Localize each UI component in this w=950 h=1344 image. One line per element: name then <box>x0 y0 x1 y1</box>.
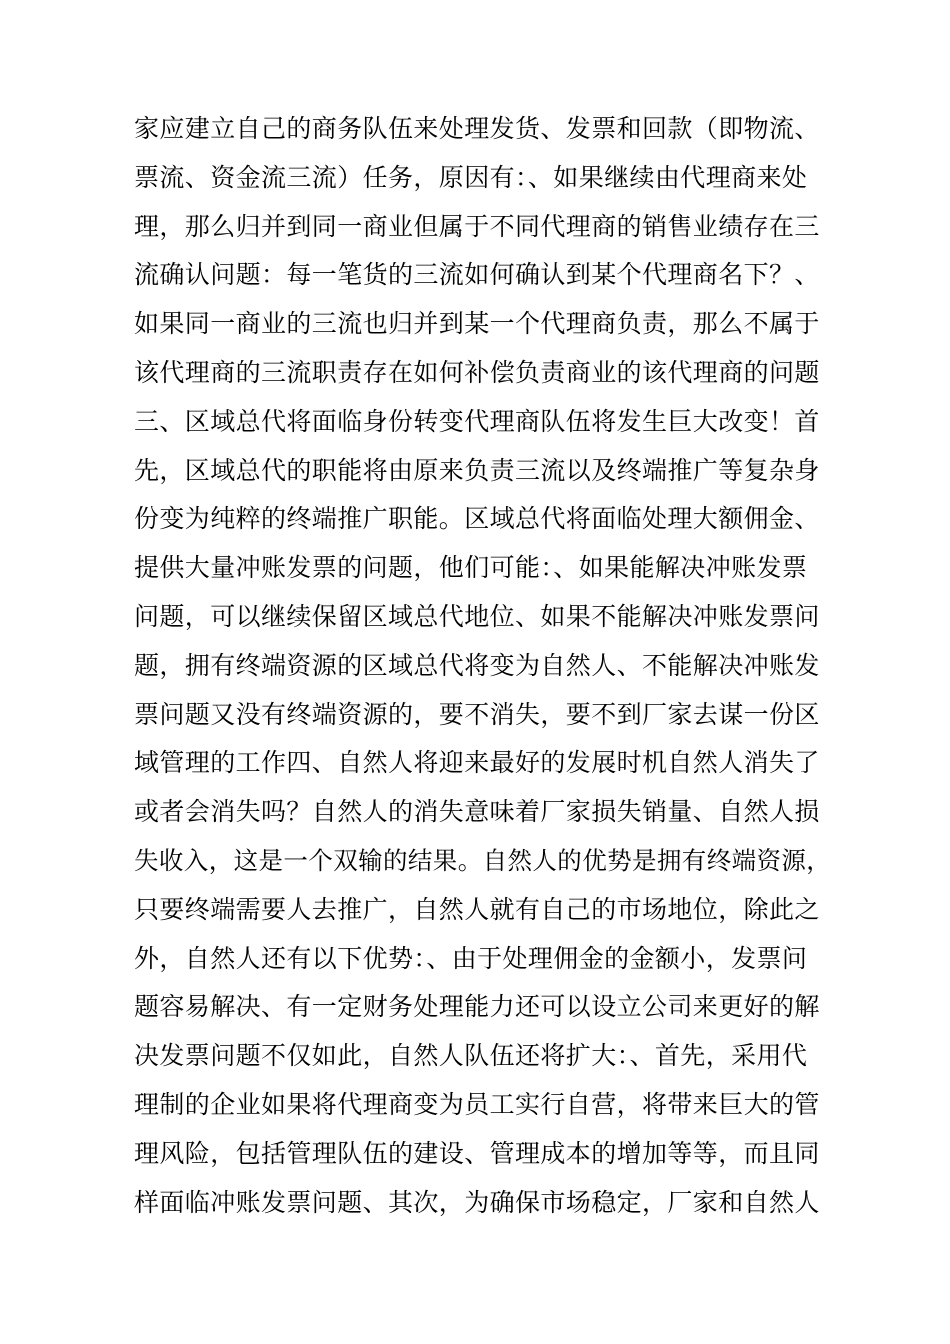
text-line: 三、区域总代将面临身份转变代理商队伍将发生巨大改变！首 <box>134 406 820 436</box>
text-line: 题，拥有终端资源的区域总代将变为自然人、不能解决冲账发 <box>134 650 820 680</box>
text-line: 票问题又没有终端资源的，要不消失，要不到厂家去谋一份区 <box>134 699 820 729</box>
text-line: 失收入，这是一个双输的结果。自然人的优势是拥有终端资源， <box>134 845 832 875</box>
text-line: 域管理的工作四、自然人将迎来最好的发展时机自然人消失了 <box>134 748 820 778</box>
text-line: 流确认问题：每一笔货的三流如何确认到某个代理商名下？、 <box>134 260 820 290</box>
text-line: 家应建立自己的商务队伍来处理发货、发票和回款（即物流、 <box>134 114 820 143</box>
text-line: 理风险，包括管理队伍的建设、管理成本的增加等等，而且同 <box>134 1138 820 1168</box>
text-line: 题容易解决、有一定财务处理能力还可以设立公司来更好的解 <box>134 992 820 1022</box>
body-text <box>134 105 834 1227</box>
text-line: 理制的企业如果将代理商变为员工实行自营，将带来巨大的管 <box>134 1089 820 1119</box>
text-line: 票流、资金流三流）任务，原因有：、如果继续由代理商来处 <box>134 162 808 192</box>
text-line: 该代理商的三流职责存在如何补偿负责商业的该代理商的问题 <box>134 357 820 387</box>
text-line: 问题，可以继续保留区域总代地位、如果不能解决冲账发票问 <box>134 601 820 631</box>
text-line: 如果同一商业的三流也归并到某一个代理商负责，那么不属于 <box>134 309 820 339</box>
text-line: 先，区域总代的职能将由原来负责三流以及终端推广等复杂身 <box>134 455 820 485</box>
text-line: 样面临冲账发票问题、其次，为确保市场稳定，厂家和自然人 <box>134 1187 820 1217</box>
text-line: 决发票问题不仅如此，自然人队伍还将扩大：、首先，采用代 <box>134 1041 808 1071</box>
text-line: 或者会消失吗？自然人的消失意味着厂家损失销量、自然人损 <box>134 797 820 827</box>
text-line: 只要终端需要人去推广，自然人就有自己的市场地位，除此之 <box>134 894 820 924</box>
text-line: 理，那么归并到同一商业但属于不同代理商的销售业绩存在三 <box>134 211 820 241</box>
text-line: 份变为纯粹的终端推广职能。区域总代将面临处理大额佣金、 <box>134 504 820 534</box>
text-line: 外，自然人还有以下优势：、由于处理佣金的金额小，发票问 <box>134 943 808 973</box>
text-line: 提供大量冲账发票的问题，他们可能：、如果能解决冲账发票 <box>134 553 808 583</box>
